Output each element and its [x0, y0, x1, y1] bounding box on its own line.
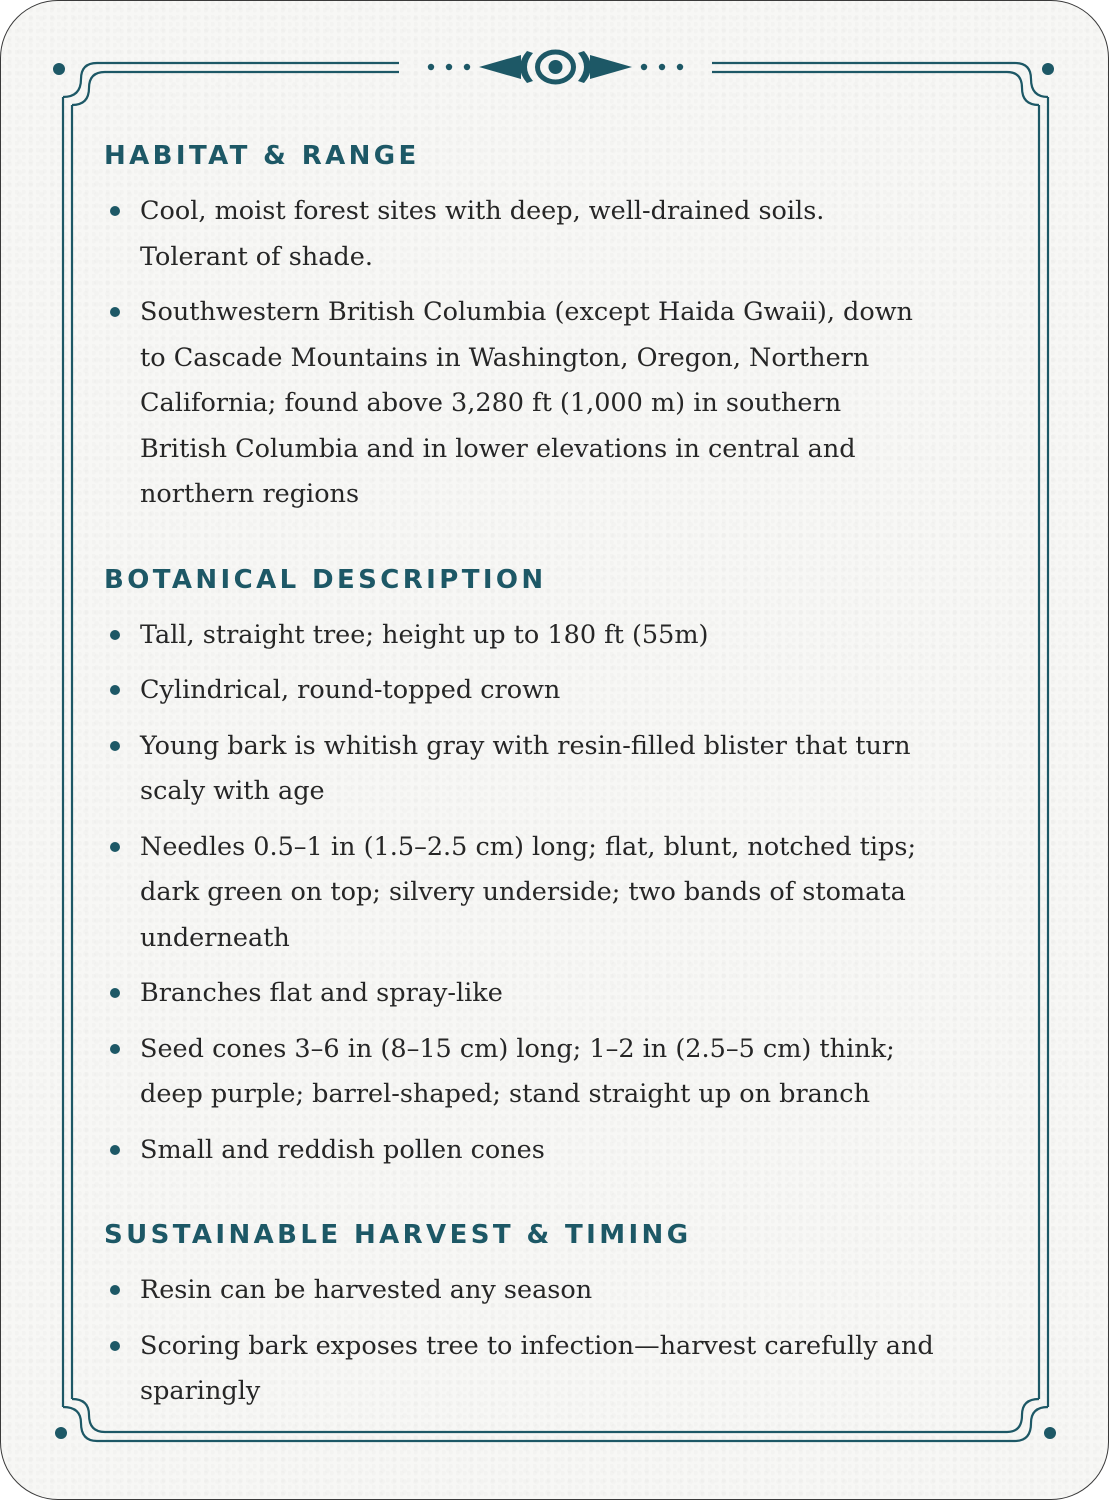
list-item	[104, 613, 934, 659]
list-item-text: Southwestern British Columbia (except Haida Gwaii), down to Cascade Mountains in Washington, Oregon, Northern California; found above 3,280 ft (1,000 m) in southern British Columbia and in lower elevations in central and northern regions	[140, 297, 913, 509]
bullet-list	[104, 1268, 934, 1415]
bullet-icon	[110, 630, 120, 640]
list-item-text: Small and reddish pollen cones	[140, 1134, 545, 1165]
bullet-icon	[110, 1341, 120, 1351]
list-item-text: Tall, straight tree; height up to 180 ft (55m)	[140, 619, 709, 650]
list-item	[104, 1324, 934, 1415]
list-item-text: Seed cones 3–6 in (8–15 cm) long; 1–2 in (2.5–5 cm) think; deep purple; barrel-shaped; stand straight up on branch	[140, 1033, 895, 1109]
bullet-icon	[110, 842, 120, 852]
section-sustainable-harvest	[104, 1218, 934, 1415]
bullet-icon	[110, 1145, 120, 1155]
eye-ornament-icon	[428, 51, 683, 83]
list-item	[104, 189, 934, 280]
list-item	[104, 1268, 934, 1314]
list-item	[104, 724, 934, 815]
list-item	[104, 1128, 934, 1174]
bullet-icon	[110, 1044, 120, 1054]
list-item	[104, 1027, 934, 1118]
section-title: HABITAT & RANGE	[104, 141, 420, 171]
card-content	[104, 139, 934, 1415]
list-item	[104, 290, 934, 518]
section-botanical-description	[104, 563, 934, 1174]
list-item-text: Scoring bark exposes tree to infection—harvest carefully and sparingly	[140, 1330, 934, 1406]
list-item-text: Young bark is whitish gray with resin-filled blister that turn scaly with age	[140, 730, 911, 806]
list-item-text: Cool, moist forest sites with deep, well-drained soils. Tolerant of shade.	[140, 196, 825, 272]
bullet-icon	[110, 307, 120, 317]
list-item-text: Needles 0.5–1 in (1.5–2.5 cm) long; flat, blunt, notched tips; dark green on top; silvery underside; two bands of stomata underneath	[140, 831, 917, 953]
section-title: BOTANICAL DESCRIPTION	[104, 564, 547, 595]
bullet-list	[104, 613, 934, 1174]
bullet-icon	[110, 1285, 120, 1295]
section-habitat-range	[104, 139, 934, 518]
bullet-list	[104, 189, 934, 518]
bullet-icon	[110, 206, 120, 216]
bullet-icon	[110, 988, 120, 998]
section-title: SUSTAINABLE HARVEST & TIMING	[104, 1220, 692, 1250]
list-item	[104, 825, 934, 962]
bullet-icon	[110, 685, 120, 695]
bullet-icon	[110, 741, 120, 751]
list-item-text: Resin can be harvested any season	[140, 1275, 593, 1305]
list-item	[104, 971, 934, 1017]
list-item-text: Cylindrical, round-topped crown	[140, 675, 561, 705]
list-item-text: Branches flat and spray-like	[140, 978, 503, 1008]
list-item	[104, 668, 934, 714]
